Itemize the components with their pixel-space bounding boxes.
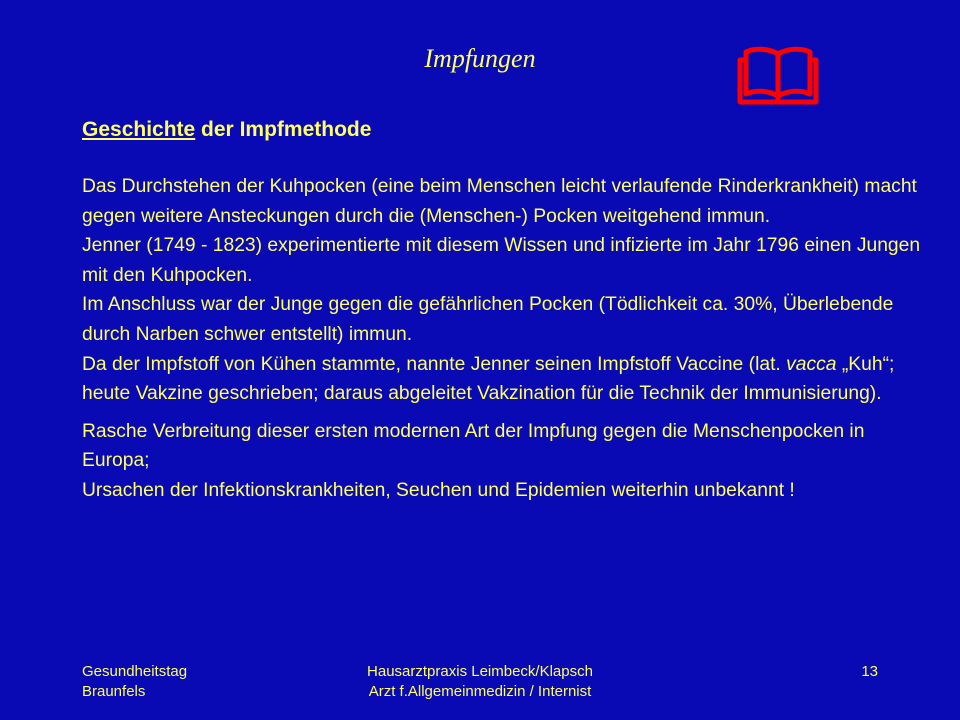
footer-practice-line1: Hausarztpraxis Leimbeck/Klapsch <box>367 663 593 680</box>
slide-title: Impfungen <box>424 44 536 73</box>
footer-event-line1: Gesundheitstag <box>82 663 188 680</box>
page-number: 13 <box>861 663 878 680</box>
heading-rest: der Impfmethode <box>195 118 372 141</box>
vaccine-text-after: „Kuh“; heute Vakzine geschrieben; daraus abgeleitet Vakzination für die Technik der Immunisierung). <box>82 353 895 405</box>
paragraph-causes: Ursachen der Infektionskrankheiten, Seuchen und Epidemien weiterhin unbekannt ! <box>82 479 795 501</box>
body-text <box>82 172 924 506</box>
paragraph-spread: Rasche Verbreitung dieser ersten modernen Art der Impfung gegen die Menschenpocken in Europa; <box>82 420 865 472</box>
paragraph-vaccine <box>82 350 924 409</box>
vaccine-latin-word: vacca <box>786 353 837 375</box>
paragraph-jenner: Jenner (1749 - 1823) experimentierte mit diesem Wissen und infizierte im Jahr 1796 einen Jungen mit den Kuhpocken. <box>82 235 921 286</box>
footer-practice-line2: Arzt f.Allgemeinmedizin / Internist <box>368 683 592 700</box>
open-book-icon <box>736 46 820 106</box>
footer-event-line2: Braunfels <box>82 683 146 700</box>
heading-underlined-word: Geschichte <box>82 118 196 141</box>
footer-practice <box>0 662 960 702</box>
vaccine-text-before: Da der Impfstoff von Kühen stammte, nannte Jenner seinen Impfstoff Vaccine (lat. <box>82 353 787 375</box>
paragraph-kuhpocken: Das Durchstehen der Kuhpocken (eine beim Menschen leicht verlaufende Rinderkrankheit) macht gegen weitere Ansteckungen durch die (Menschen-) Pocken weitgehend immun. <box>82 176 917 227</box>
section-heading <box>82 118 371 142</box>
paragraph-immunity: Im Anschluss war der Junge gegen die gefährlichen Pocken (Tödlichkeit ca. 30%, Überlebende durch Narben schwer entstellt) immun. <box>82 294 894 345</box>
